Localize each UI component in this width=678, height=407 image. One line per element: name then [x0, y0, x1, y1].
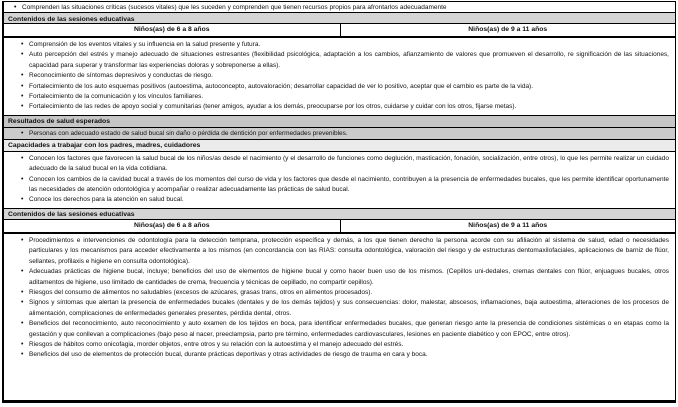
resultados-bullet-row — [4, 128, 675, 140]
bullet-text: Beneficios del uso de elementos de protección bucal, durante prácticas deportivas y otras actividades de riesgo de trauma en cara y boca. — [29, 351, 428, 359]
bullet-icon: • — [21, 51, 24, 59]
bullet-icon: • — [21, 154, 24, 162]
list-item — [4, 129, 675, 139]
age-column-9-11: Niños(as) de 9 a 11 años — [340, 220, 676, 232]
session2-content — [4, 234, 675, 400]
section-header-contenidos-2: Contenidos de las sesiones educativas — [4, 209, 675, 220]
list-item — [4, 350, 675, 360]
capacidades-content — [4, 152, 675, 209]
continuation-text: Comprenden las situaciones críticas (sucesos vitales) que les suceden y comprenden que tienen recursos propios para afrontarlos adecuadamente — [22, 4, 447, 11]
bullet-text: Conocen los cambios de la cavidad bucal a través de los momentos del curso de vida y los factores que desde el nacimiento, contribuyen a la presencia de enfermedades bucales, que les permite identificar oportunamente las necesidades de atención odontológica y acompañar o realizar adecuadamente las prácticas de salud bucal. — [29, 175, 669, 194]
section-header-resultados: Resultados de salud esperados — [4, 116, 675, 128]
list-item — [4, 195, 675, 205]
bullet-text: Fortalecimiento de las redes de apoyo social y comunitarias (tener amigos, ayudar a los demás, preocuparse por los otros, cuidarse y cuidar con los otros, fijarse metas). — [29, 103, 517, 111]
session1-content — [4, 38, 675, 116]
list-item — [4, 319, 675, 340]
list-item — [4, 82, 675, 92]
bullet-icon: • — [21, 340, 24, 348]
bullet-icon: • — [14, 4, 17, 11]
list-item — [4, 288, 675, 298]
bullet-text: Conocen los factores que favorecen la salud bucal de los niños/as desde el nacimiento (y el desarrollo de funciones como deglución, masticación, fonación, socialización, entre otros), lo que les permite realizar un cuidado adecuado de la salud bucal en la vida cotidiana. — [29, 154, 669, 173]
list-item — [4, 154, 675, 175]
bullet-icon: • — [21, 196, 24, 204]
bullet-text: Beneficios del reconocimiento, auto reconocimiento y auto examen de los tejidos en boca, para identificar enfermedades bucales, que generan riesgo ante la presencia de condiciones sistémicas o en etapas como la gestación y que conllevan a complicaciones (bajo peso al nacer, preeclampsia, parto pre término, enfermedades cardiovasculares, lesiones en paciente diabético y con EPOC, entre otros). — [29, 320, 669, 338]
bullet-text: Conoce los derechos para la atención en salud bucal. — [29, 196, 184, 204]
list-item — [4, 50, 675, 71]
bullet-text: Fortalecimiento de la comunicación y los vínculos familiares. — [29, 93, 204, 101]
section-header-contenidos-1: Contenidos de las sesiones educativas — [4, 13, 675, 24]
bullet-icon: • — [21, 288, 24, 296]
bullet-icon: • — [21, 236, 24, 244]
bullet-icon: • — [21, 299, 24, 307]
bullet-text: Signos y síntomas que alertan la presencia de enfermedades bucales (dentales y de los demás tejidos) y sus consecuencias: dolor, malestar, abscesos, inflamaciones, baja autoestima, alteraciones de los procesos de alimentación, complicaciones de enfermedades generales presentes, pérdida dental, otros. — [29, 299, 669, 317]
bullet-text: Riesgos de hábitos como onicofagia, morder objetos, entre otros y su relación con la autoestima y el manejo adecuado del estrés. — [29, 340, 404, 348]
age-column-9-11: Niños(as) de 9 a 11 años — [340, 24, 676, 36]
age-group-header-2 — [4, 220, 675, 234]
age-column-6-8: Niños(as) de 6 a 8 años — [133, 26, 210, 33]
list-item — [4, 267, 675, 288]
bullet-icon: • — [21, 351, 24, 359]
list-item — [4, 92, 675, 102]
list-item — [4, 236, 675, 267]
list-item — [4, 3, 675, 13]
bullet-text: Comprensión de los eventos vitales y su influencia en la salud presente y futura. — [29, 41, 261, 48]
bullet-icon: • — [21, 320, 24, 328]
list-item — [4, 102, 675, 112]
bullet-text: Procedimientos e intervenciones de odontología para la detección temprana, protección específica y demás, a los que tienen derecho la persona acorde con su afiliación al sistema de salud, edad o necesidades particulares y los mecanismos para acceder efectivamente a los mismos (en concordancia con las RIAS: consulta odontológica, valoración del riesgo y de estructuras dentomaxilofaciales, aplicaciones de barniz de flúor, sellantes, profilaxis e higiene en consulta odontológica). — [29, 236, 669, 265]
bullet-icon: • — [21, 72, 24, 80]
list-item — [4, 71, 675, 81]
bullet-icon: • — [21, 103, 24, 111]
bullet-icon: • — [21, 41, 24, 48]
list-item — [4, 40, 675, 50]
list-item — [4, 298, 675, 319]
list-item — [4, 175, 675, 196]
bullet-icon: • — [21, 129, 24, 137]
bullet-icon: • — [21, 268, 24, 276]
bullet-text: Auto percepción del estrés y manejo adecuado de situaciones estresantes (flexibilidad psicológica, adaptación a los cambios, afianzamiento de valores que promueven el desarrollo, re significación de las situaciones, capacidad para superar y transformar las experiencias doloras y sobreponerse a ellas). — [29, 51, 669, 69]
resultados-bullet-text: Personas con adecuado estado de salud bucal sin daño o pérdida de dentición por enfermedades prevenibles. — [29, 129, 348, 137]
age-group-header-1 — [4, 24, 675, 38]
continuation-row — [4, 2, 675, 13]
bullet-icon: • — [21, 82, 24, 90]
age-column-6-8: Niños(as) de 6 a 8 años — [133, 221, 210, 229]
bullet-text: Reconocimiento de síntomas depresivos y conductas de riesgo. — [29, 72, 213, 80]
bullet-text: Adecuadas prácticas de higiene bucal, incluye; beneficios del uso de elementos de higiene bucal y como hacer buen uso de los mismos. (Cepillos uni-dedales, cremas dentales con flúor, enjuagues bucales, otros aditamentos de higiene, uso limitado de cantidades de crema, frecuencia y técnicas de cepillado, no compartir cepillos). — [29, 268, 669, 286]
bullet-text: Riesgos del consumo de alimentos no saludables (excesos de azúcares, grasas trans, otros en alimentos procesados). — [29, 288, 373, 296]
bullet-icon: • — [21, 93, 24, 101]
bullet-text: Fortalecimiento de los auto esquemas positivos (autoestima, autoconcepto, autovaloración; desarrollar capacidad de ver lo positivo, aceptar que el cambio es parte de la vida). — [29, 82, 534, 90]
list-item — [4, 340, 675, 350]
bullet-icon: • — [21, 175, 24, 183]
health-education-table — [2, 1, 676, 403]
section-header-capacidades: Capacidades a trabajar con los padres, madres, cuidadores — [4, 140, 675, 152]
